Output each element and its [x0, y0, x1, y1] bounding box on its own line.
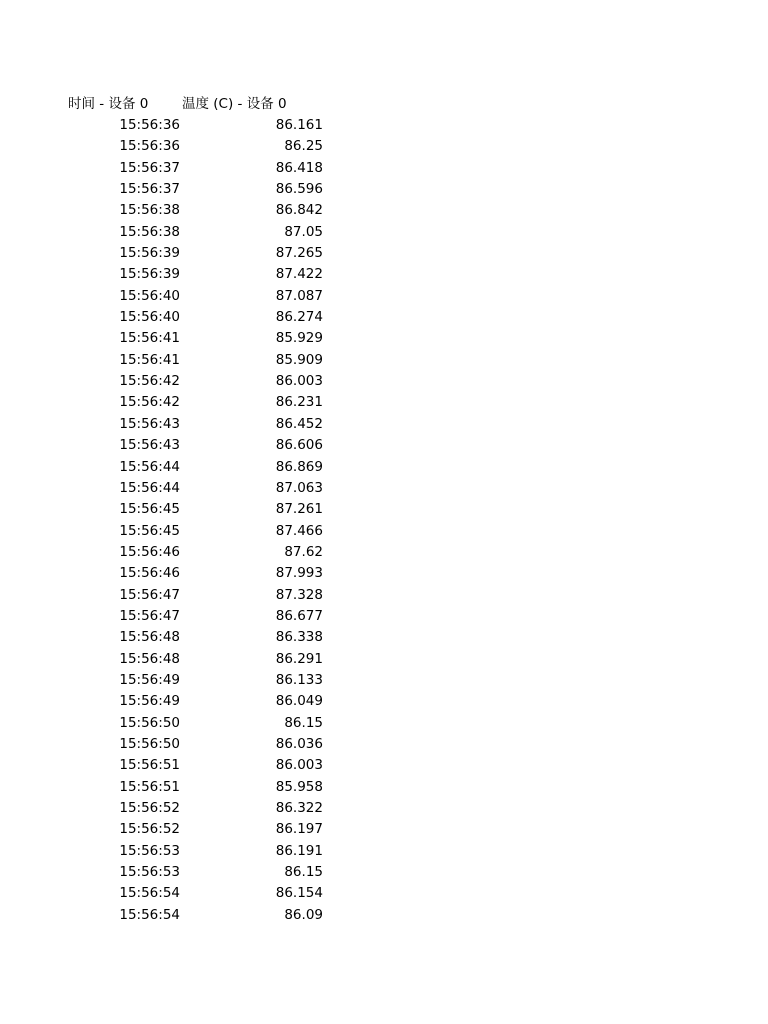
temperature-cell: 86.596 — [275, 181, 323, 198]
time-cell: 15:56:36 — [119, 138, 180, 155]
time-cell: 15:56:37 — [119, 159, 180, 176]
temperature-cell: 87.466 — [275, 522, 323, 539]
temperature-cell: 87.62 — [284, 543, 323, 560]
table-row — [68, 115, 338, 136]
time-cell: 15:56:46 — [119, 543, 180, 560]
table-row — [68, 243, 338, 264]
time-cell: 15:56:36 — [119, 117, 180, 133]
table-row — [68, 286, 338, 307]
table-row — [68, 457, 338, 478]
time-cell: 15:56:53 — [119, 864, 180, 881]
table-row — [68, 200, 338, 221]
time-cell: 15:56:50 — [119, 714, 180, 731]
temperature-cell: 86.15 — [284, 864, 323, 881]
time-cell: 15:56:38 — [119, 223, 180, 240]
temperature-cell: 85.909 — [275, 351, 323, 368]
temperature-cell: 87.261 — [275, 501, 323, 518]
time-cell: 15:56:51 — [119, 757, 180, 774]
table-row — [68, 542, 338, 563]
table-row — [68, 585, 338, 606]
table-row — [68, 798, 338, 819]
table-row — [68, 478, 338, 499]
temperature-cell: 87.265 — [275, 245, 323, 262]
table-row — [68, 649, 338, 670]
temperature-cell: 87.422 — [275, 266, 323, 283]
time-cell: 15:56:50 — [119, 735, 180, 752]
time-cell: 15:56:46 — [119, 565, 180, 582]
time-cell: 15:56:40 — [119, 287, 180, 304]
time-cell: 15:56:43 — [119, 437, 180, 454]
temperature-cell: 86.869 — [275, 458, 323, 475]
table-row — [68, 435, 338, 456]
temperature-cell: 86.677 — [275, 607, 323, 624]
temperature-cell: 87.993 — [275, 565, 323, 582]
table-row — [68, 819, 338, 840]
table-row — [68, 883, 338, 904]
time-cell: 15:56:54 — [119, 885, 180, 902]
table-row — [68, 777, 338, 798]
temperature-cell: 86.049 — [275, 693, 323, 710]
time-cell: 15:56:39 — [119, 266, 180, 283]
table-row — [68, 179, 338, 200]
temperature-cell: 85.929 — [275, 330, 323, 347]
time-cell: 15:56:52 — [119, 800, 180, 816]
temperature-cell: 87.328 — [275, 586, 323, 603]
temperature-cell: 87.087 — [275, 287, 323, 304]
temperature-cell: 86.133 — [275, 671, 323, 688]
time-cell: 15:56:48 — [119, 629, 180, 646]
temperature-cell: 87.05 — [284, 223, 323, 240]
table-row — [68, 521, 338, 542]
temperature-cell: 86.15 — [284, 714, 323, 731]
table-row — [68, 307, 338, 328]
time-cell: 15:56:42 — [119, 373, 180, 390]
time-cell: 15:56:47 — [119, 607, 180, 624]
table-row — [68, 264, 338, 285]
temperature-cell: 86.231 — [275, 394, 323, 411]
time-cell: 15:56:48 — [119, 650, 180, 667]
time-cell: 15:56:49 — [119, 671, 180, 688]
table-row — [68, 713, 338, 734]
time-cell: 15:56:37 — [119, 181, 180, 198]
time-cell: 15:56:53 — [119, 842, 180, 859]
temperature-cell: 86.161 — [275, 117, 323, 133]
time-cell: 15:56:44 — [119, 458, 180, 475]
table-row — [68, 136, 338, 157]
temperature-cell: 86.154 — [275, 885, 323, 902]
temperature-cell: 86.606 — [275, 437, 323, 454]
time-cell: 15:56:44 — [119, 479, 180, 496]
table-row — [68, 158, 338, 179]
table-row — [68, 734, 338, 755]
table-row — [68, 862, 338, 883]
table-row — [68, 563, 338, 584]
table-row — [68, 627, 338, 648]
temperature-cell: 86.003 — [275, 757, 323, 774]
time-cell: 15:56:41 — [119, 330, 180, 347]
time-cell: 15:56:43 — [119, 415, 180, 432]
temperature-column-header: 温度 (C) - 设备 0 — [182, 96, 287, 112]
table-row — [68, 371, 338, 392]
time-cell: 15:56:49 — [119, 693, 180, 710]
temperature-cell: 86.291 — [275, 650, 323, 667]
time-cell: 15:56:38 — [119, 202, 180, 219]
temperature-cell: 86.452 — [275, 415, 323, 432]
time-column-header: 时间 - 设备 0 — [68, 96, 149, 112]
temperature-cell: 86.842 — [275, 202, 323, 219]
temperature-cell: 86.036 — [275, 735, 323, 752]
table-row — [68, 755, 338, 776]
table-row — [68, 691, 338, 712]
temperature-cell: 85.958 — [275, 778, 323, 795]
time-cell: 15:56:45 — [119, 501, 180, 518]
table-row — [68, 841, 338, 862]
temperature-cell: 86.418 — [275, 159, 323, 176]
temperature-cell: 86.003 — [275, 373, 323, 390]
temperature-cell: 86.191 — [275, 842, 323, 859]
data-sheet — [68, 94, 338, 926]
temperature-cell: 86.197 — [275, 821, 323, 838]
table-row — [68, 606, 338, 627]
temperature-cell: 86.25 — [284, 138, 323, 155]
time-cell: 15:56:41 — [119, 351, 180, 368]
temperature-cell: 86.322 — [275, 800, 323, 816]
table-row — [68, 222, 338, 243]
temperature-cell: 87.063 — [275, 479, 323, 496]
table-row — [68, 328, 338, 349]
table-row — [68, 414, 338, 435]
temperature-cell: 86.338 — [275, 629, 323, 646]
table-row — [68, 350, 338, 371]
table-row — [68, 670, 338, 691]
time-cell: 15:56:52 — [119, 821, 180, 838]
data-rows — [68, 115, 338, 926]
table-row — [68, 392, 338, 413]
temperature-cell: 86.274 — [275, 309, 323, 326]
table-row — [68, 499, 338, 520]
time-cell: 15:56:54 — [119, 906, 180, 923]
temperature-cell: 86.09 — [284, 906, 323, 923]
time-cell: 15:56:47 — [119, 586, 180, 603]
time-cell: 15:56:40 — [119, 309, 180, 326]
time-cell: 15:56:42 — [119, 394, 180, 411]
table-row — [68, 905, 338, 926]
time-cell: 15:56:39 — [119, 245, 180, 262]
time-cell: 15:56:45 — [119, 522, 180, 539]
header-row — [68, 94, 338, 115]
time-cell: 15:56:51 — [119, 778, 180, 795]
